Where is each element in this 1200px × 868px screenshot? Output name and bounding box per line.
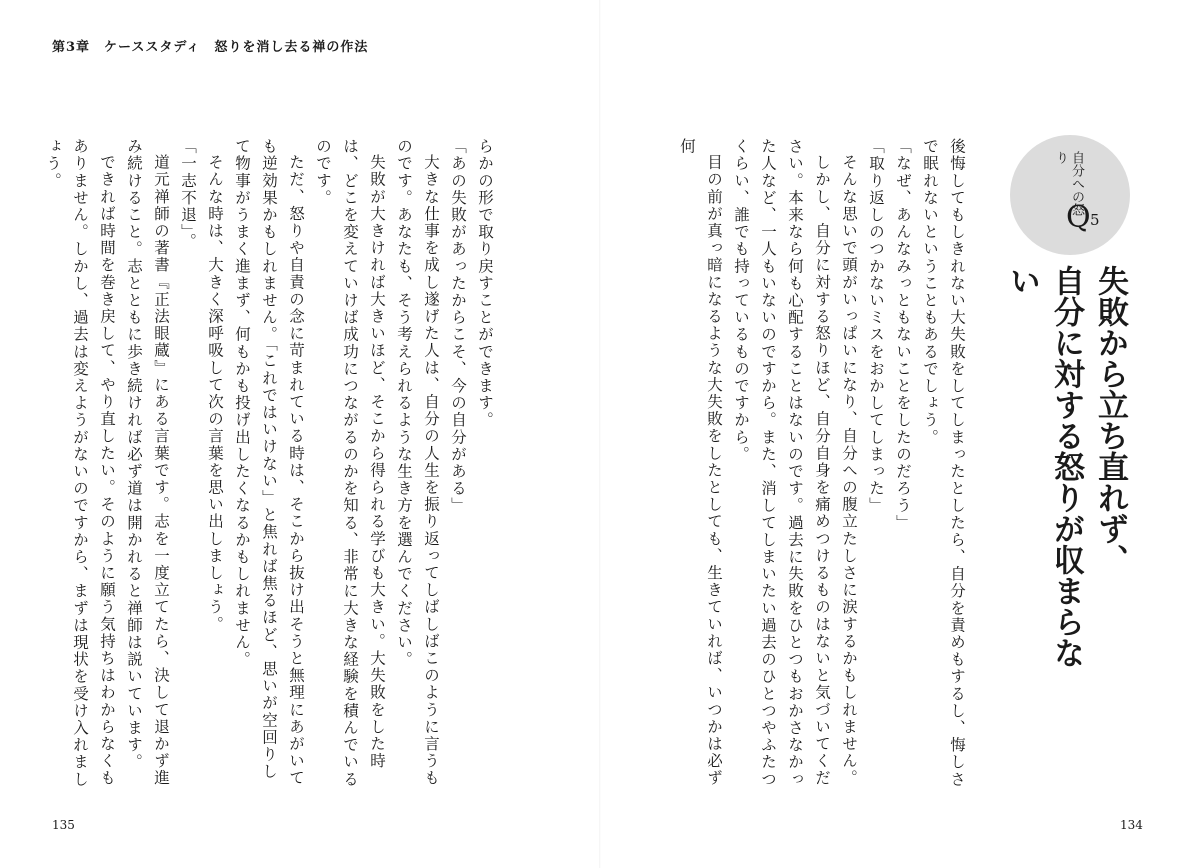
paragraph: そんな時は、大きく深呼吸して次の言葉を思い出しましょう。 — [206, 153, 224, 633]
title-line: 失敗から立ち直れず、 — [1092, 265, 1128, 575]
paragraph: らかの形で取り戻すことができます。 — [476, 138, 494, 429]
book-gutter — [599, 0, 601, 868]
paragraph: そんな思いで頭がいっぱいになり、自分への腹立たしさに涙するかもしれません。 — [840, 153, 858, 787]
quote-line: 「なぜ、あんなみっともないことをしたのだろう」 — [894, 138, 912, 532]
page-number-right: 134 — [1120, 818, 1143, 832]
paragraph: できれば時間を巻き戻して、やり直したい。そのように願う気持ちはわからなくもありません。しかし、過去は変えようがないのですから、まずは現状を受け入れましょう。 — [44, 138, 116, 788]
paragraph: 後悔してもしきれない大失敗をしてしまったとしたら、自分を責めもするし、悔しさで眠れないということもあるでしょう。 — [921, 138, 966, 788]
badge-category: 自分への怒り — [1053, 151, 1084, 216]
section-title — [1004, 265, 1132, 685]
paragraph: 目の前が真っ暗になるような大失敗をしたとしても、生きていれば、いつかは必ず何 — [678, 138, 723, 787]
badge-q-letter: Q — [1066, 200, 1091, 235]
paragraph: ただ、怒りや自責の念に苛まれている時は、そこから抜け出そうと無理にあがいても逆効果かもしれません。「これではいけない」と焦れば焦るほど、思いが空回りして物事がうまく進まず、何もかも投げ出したくなるかもしれません。 — [233, 138, 305, 787]
quote-line: 「あの失敗があったからこそ、今の自分がある」 — [449, 138, 467, 515]
title-line: 自分に対する怒りが収まらない — [1004, 265, 1084, 668]
paragraph: しかし、自分に対する怒りほど、自分自身を痛めつけるものはないと気づいてください。本来なら何も心配することはないのです。過去に失敗をひとつもおかさなかった人など、一人もいないのですから。また、消してしまいたい過去のひとつやふたつくらい、誰でも持っているものですから。 — [732, 138, 831, 788]
question-badge — [1010, 135, 1130, 255]
badge-q-number: 5 — [1090, 211, 1100, 229]
quote-line: 「一志不退」。 — [179, 138, 197, 250]
running-head: 第3章 ケーススタディ 怒りを消し去る禅の作法 — [52, 40, 369, 55]
body-text-left — [44, 138, 498, 788]
paragraph: 失敗が大きければ大きいほど、そこから得られる学びも大きい。大失敗をした時は、どこを変えていけば成功につながるのかを知る、非常に大きな経験を積んでいるのです。 — [314, 138, 386, 788]
paragraph: 道元禅師の著書『正法眼蔵』にある言葉です。志を一度立てたら、決して退かず進み続けること。志とともに歩き続ければ必ず道は開かれると禅師は説いています。 — [125, 138, 170, 787]
quote-line: 「取り返しのつかないミスをおかしてしまった」 — [867, 138, 885, 515]
page-number-left: 135 — [52, 818, 75, 832]
paragraph: 大きな仕事を成し遂げた人は、自分の人生を振り返ってしばしばこのように言うものです。あなたも、そう考えられるような生き方を選んでください。 — [395, 138, 440, 787]
body-text-right — [660, 138, 970, 788]
